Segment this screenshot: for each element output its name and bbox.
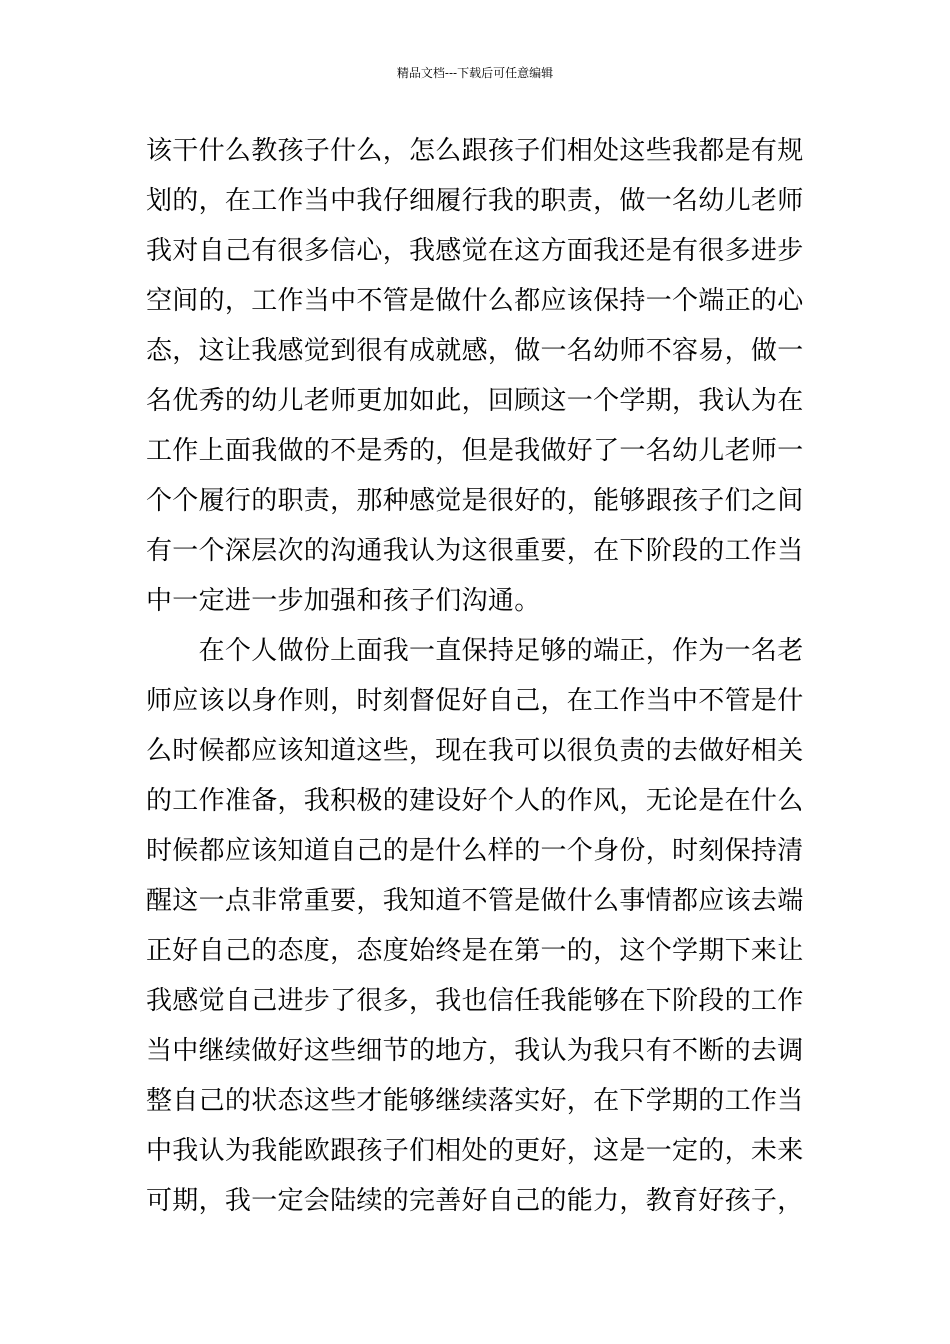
text-line: 么时候都应该知道这些，现在我可以很负责的去做好相关 xyxy=(146,736,804,766)
text-line: 工作上面我做的不是秀的，但是我做好了一名幼儿老师一 xyxy=(146,436,804,466)
text-line: 师应该以身作则，时刻督促好自己，在工作当中不管是什 xyxy=(146,686,804,716)
text-line: 当中继续做好这些细节的地方，我认为我只有不断的去调 xyxy=(146,1036,804,1066)
text-line: 我感觉自己进步了很多，我也信任我能够在下阶段的工作 xyxy=(146,986,804,1016)
text-line: 中我认为我能欧跟孩子们相处的更好，这是一定的，未来 xyxy=(146,1136,804,1166)
page-header: 精品文档---下载后可任意编辑 xyxy=(396,66,554,80)
text-line: 可期，我一定会陆续的完善好自己的能力，教育好孩子， xyxy=(146,1186,804,1216)
text-line: 我对自己有很多信心，我感觉在这方面我还是有很多进步 xyxy=(146,236,804,266)
text-line: 在个人做份上面我一直保持足够的端正，作为一名老 xyxy=(146,636,804,666)
text-line: 该干什么教孩子什么，怎么跟孩子们相处这些我都是有规 xyxy=(146,136,804,166)
text-line: 划的，在工作当中我仔细履行我的职责，做一名幼儿老师 xyxy=(146,186,804,216)
text-line: 有一个深层次的沟通我认为这很重要，在下阶段的工作当 xyxy=(146,536,804,566)
text-line: 整自己的状态这些才能够继续落实好，在下学期的工作当 xyxy=(146,1086,804,1116)
text-line: 的工作准备，我积极的建设好个人的作风，无论是在什么 xyxy=(146,786,804,816)
text-line: 时候都应该知道自己的是什么样的一个身份，时刻保持清 xyxy=(146,836,804,866)
text-line: 态，这让我感觉到很有成就感，做一名幼师不容易，做一 xyxy=(146,336,804,366)
text-line: 醒这一点非常重要，我知道不管是做什么事情都应该去端 xyxy=(146,886,804,916)
text-line: 空间的，工作当中不管是做什么都应该保持一个端正的心 xyxy=(146,286,804,316)
text-line: 正好自己的态度，态度始终是在第一的，这个学期下来让 xyxy=(146,936,804,966)
text-line: 个个履行的职责，那种感觉是很好的，能够跟孩子们之间 xyxy=(146,486,804,516)
text-line: 名优秀的幼儿老师更加如此，回顾这一个学期，我认为在 xyxy=(146,386,804,416)
body-text xyxy=(146,126,806,1226)
text-line: 中一定进一步加强和孩子们沟通。 xyxy=(146,586,541,616)
